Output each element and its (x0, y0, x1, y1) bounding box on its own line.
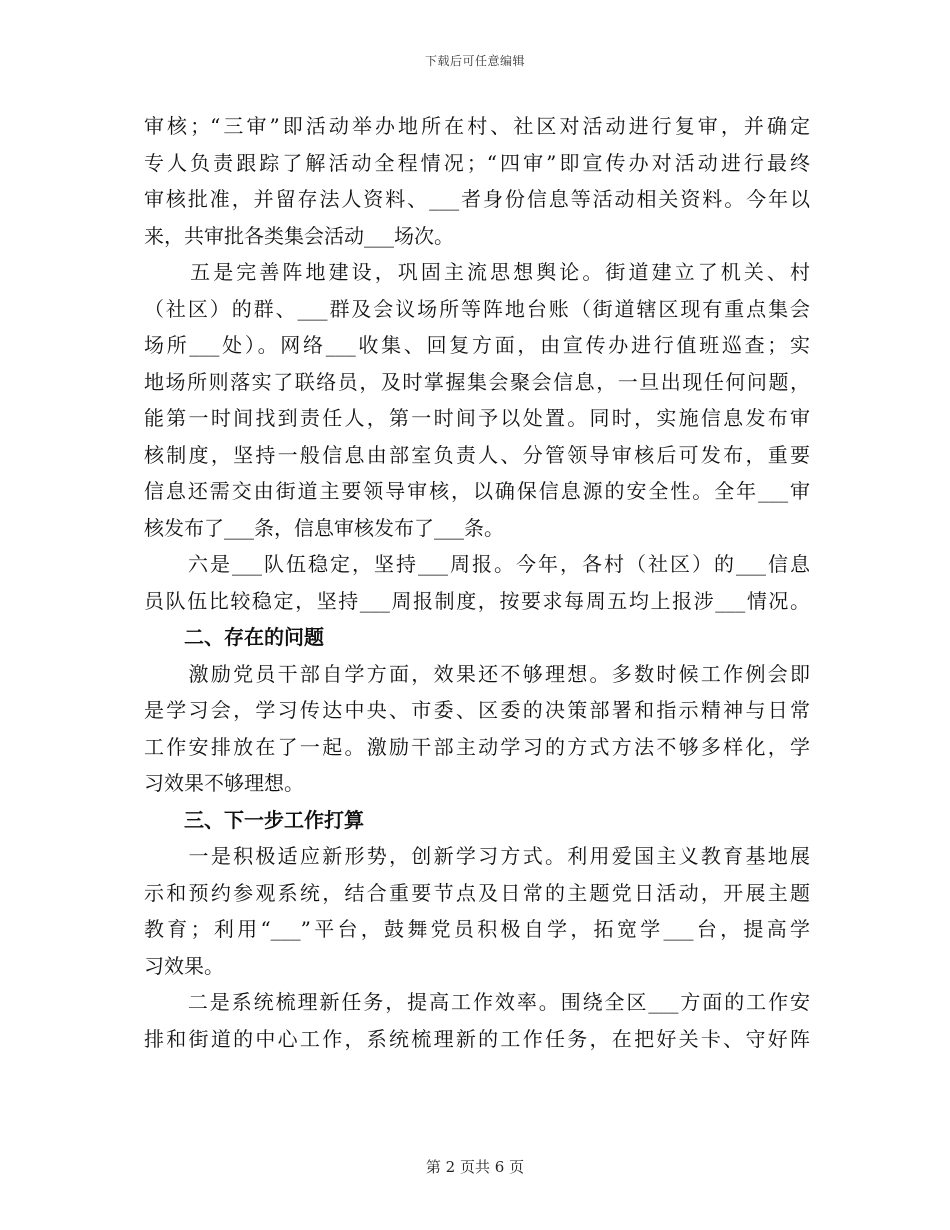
text-line: 五是完善阵地建设，巩固主流思想舆论。街道建立了机关、村 (144, 260, 810, 284)
text-line: 核制度，坚持一般信息由部室负责人、分管领导审核后可发布，重要 (144, 442, 810, 467)
text-line: 核发布了___条，信息审核发布了___条。 (144, 515, 504, 540)
section-heading: 三、下一步工作打算 (144, 807, 364, 832)
text-line: 工作安排放在了一起。激励干部主动学习的方式方法不够多样化，学 (144, 734, 810, 759)
text-line: 二是系统梳理新任务，提高工作效率。围绕全区___方面的工作安 (144, 990, 810, 1014)
text-line: 员队伍比较稳定，坚持___周报制度，按要求每周五均上报涉___情况。 (144, 588, 810, 613)
text-line: 来，共审批各类集会活动___场次。 (144, 223, 454, 248)
document-body (144, 108, 810, 1057)
text-line: 是学习会，学习传达中央、市委、区委的决策部署和指示精神与日常 (144, 698, 810, 722)
text-line: 专人负责跟踪了解活动全程情况；“四审”即宣传办对活动进行最终 (144, 150, 810, 175)
section-heading: 二、存在的问题 (144, 625, 324, 649)
text-line: 示和预约参观系统，结合重要节点及日常的主题党日活动，开展主题 (144, 880, 810, 905)
text-line: 地场所则落实了联络员，及时掌握集会聚会信息，一旦出现任何问题， (144, 369, 810, 394)
text-line: 信息还需交由街道主要领导审核，以确保信息源的安全性。全年___审 (144, 479, 810, 503)
text-line: 激励党员干部自学方面，效果还不够理想。多数时候工作例会即 (144, 661, 810, 686)
text-line: 习效果不够理想。 (144, 771, 304, 795)
text-line: 六是___队伍稳定，坚持___周报。今年，各村（社区）的___信息 (144, 552, 810, 576)
text-line: 排和街道的中心工作，系统梳理新的工作任务，在把好关卡、守好阵 (144, 1026, 810, 1051)
page-number-footer: 第 2 页共 6 页 (425, 1158, 525, 1176)
text-line: 审核；“三审”即活动举办地所在村、社区对活动进行复审，并确定 (144, 114, 810, 138)
text-line: （社区）的群、___群及会议场所等阵地台账（街道辖区现有重点集会 (144, 296, 810, 321)
text-line: 习效果。 (144, 953, 224, 978)
text-line: 场所___处）。网络___收集、回复方面，由宣传办进行值班巡查；实 (144, 333, 810, 357)
text-line: 审核批准，并留存法人资料、___者身份信息等活动相关资料。今年以 (144, 187, 810, 211)
text-line: 能第一时间找到责任人，第一时间予以处置。同时，实施信息发布审 (144, 406, 810, 430)
text-line: 教育；利用“___”平台，鼓舞党员积极自学，拓宽学___台，提高学 (144, 917, 810, 941)
text-line: 一是积极适应新形势，创新学习方式。利用爱国主义教育基地展 (144, 844, 810, 868)
page-header: 下载后可任意编辑 (424, 54, 525, 68)
